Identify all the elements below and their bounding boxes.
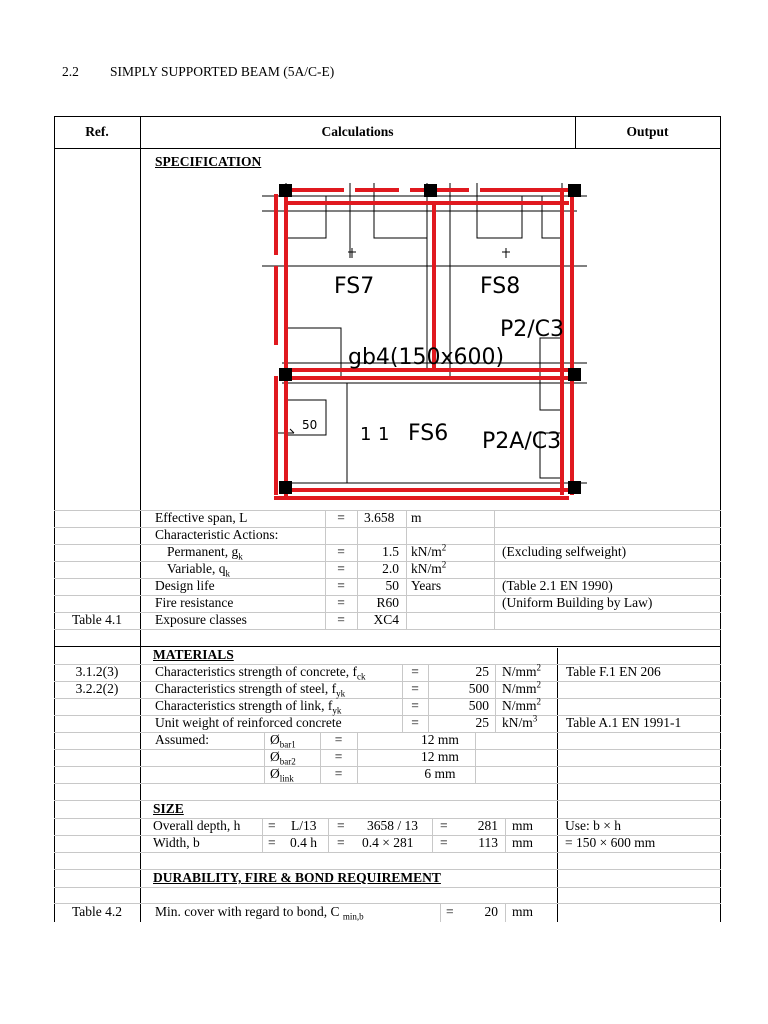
row-unit: $kN/m^2$ — [411, 542, 447, 559]
row-ref: Table 4.1 — [71, 612, 123, 627]
row-label: Permanent, $g_k$ — [167, 544, 243, 562]
row-value: 20 — [484, 904, 498, 919]
size-grid-line — [54, 852, 721, 853]
assumed-label: Assumed: — [155, 732, 209, 747]
row-label: Design life — [155, 578, 215, 593]
mat-grid-col — [264, 732, 265, 783]
row-unit: $kN/m^2$ — [411, 559, 447, 576]
row-eq: = — [446, 904, 454, 919]
row-eq: = — [411, 715, 419, 730]
table-top-border — [54, 116, 721, 117]
row-label: Fire resistance — [155, 595, 234, 610]
header-ref: Ref. — [85, 124, 109, 139]
row-note: (Table 2.1 EN 1990) — [502, 578, 613, 593]
section-number: 2.2 — [62, 64, 79, 79]
mat-grid-col — [357, 732, 358, 783]
spec-row-char-actions: Characteristic Actions: — [155, 527, 279, 542]
section-title: SIMPLY SUPPORTED BEAM (5A/C-E) — [110, 64, 335, 79]
row-unit: mm — [512, 835, 534, 850]
row-label: Characteristics strength of link, $f_{yk}$ — [155, 698, 342, 716]
bar-eq: = — [334, 766, 343, 781]
row-eq: = — [337, 561, 345, 576]
section-heading — [62, 64, 334, 80]
specification-heading: SPECIFICATION — [155, 154, 262, 169]
row-unit: $N/mm^2$ — [502, 696, 542, 713]
spec-grid-col — [406, 510, 407, 629]
label-p2ac3: P2A/C3 — [482, 429, 562, 454]
row-value: 50 — [385, 578, 399, 593]
row-value: 500 — [468, 681, 489, 696]
label-gb4: gb4(150x600) — [348, 345, 505, 370]
size-grid-col — [505, 818, 506, 852]
materials-heading: MATERIALS — [153, 647, 234, 662]
row-label: Variable, $q_k$ — [167, 561, 230, 579]
bar-value: 12 mm — [421, 732, 459, 747]
mat-grid-line — [54, 783, 721, 784]
mat-grid-line — [54, 766, 721, 767]
header-calculations: Calculations — [321, 124, 394, 139]
row-value: R60 — [376, 595, 399, 610]
size-heading: SIZE — [153, 801, 184, 816]
table-right-border — [720, 116, 721, 922]
table-header-border — [54, 148, 721, 149]
row-eq: = — [411, 681, 419, 696]
dur-grid-line — [54, 887, 721, 888]
bar-symbol: $Ø_{link}$ — [270, 766, 294, 784]
bar-value: 12 mm — [421, 749, 459, 764]
table-output-divider — [557, 648, 558, 922]
row-eq: = — [411, 664, 419, 679]
bar-symbol: $Ø_{bar2}$ — [270, 749, 296, 767]
row-eq: = — [440, 835, 448, 850]
mat-grid-col — [475, 732, 476, 783]
bar-eq: = — [334, 732, 343, 747]
row-ref: 3.2.2(2) — [75, 681, 119, 696]
label-fs7: FS7 — [334, 274, 375, 299]
row-eq: = — [337, 818, 345, 833]
row-ref: Table 4.2 — [71, 904, 123, 919]
floor-plan-drawing — [262, 178, 592, 503]
row-label: Min. cover with regard to bond, C $_{min,b}$ — [155, 904, 364, 922]
header-output: Output — [626, 124, 669, 139]
row-label: Effective span, L — [155, 510, 248, 525]
row-eq: = — [411, 698, 419, 713]
row-label: Characteristics strength of steel, $f_{yk}$ — [155, 681, 346, 699]
row-label: Exposure classes — [155, 612, 247, 627]
row-unit: $N/mm^2$ — [502, 679, 542, 696]
row-expr: L/13 — [291, 818, 317, 833]
row-eq: = — [268, 835, 276, 850]
row-label: Unit weight of reinforced concrete — [155, 715, 342, 730]
row-calc: 3658 / 13 — [367, 818, 419, 833]
row-note: (Excluding selfweight) — [502, 544, 627, 559]
label-one-b: 1 — [378, 424, 390, 445]
row-value: 281 — [477, 818, 498, 833]
row-output: Table F.1 EN 206 — [566, 664, 661, 679]
spec-grid-line — [54, 629, 721, 630]
row-eq: = — [337, 578, 345, 593]
spec-grid-col — [494, 510, 495, 629]
row-eq: = — [337, 835, 345, 850]
size-grid-col — [328, 818, 329, 852]
row-value: 25 — [475, 664, 489, 679]
row-label: Characteristics strength of concrete, $f_{ck}$ — [155, 664, 366, 682]
row-value: 500 — [468, 698, 489, 713]
durability-heading: DURABILITY, FIRE & BOND REQUIREMENT — [153, 870, 441, 885]
row-eq: = — [337, 544, 345, 559]
row-value: 25 — [475, 715, 489, 730]
row-calc: 0.4 × 281 — [362, 835, 414, 850]
row-unit: $kN/m^3$ — [502, 713, 538, 730]
row-label: Overall depth, h — [153, 818, 241, 833]
bar-eq: = — [334, 749, 343, 764]
row-value: 113 — [478, 835, 498, 850]
row-unit: mm — [512, 818, 534, 833]
row-value: 3.658 — [364, 510, 395, 525]
label-fs6: FS6 — [408, 421, 449, 446]
bar-symbol: $Ø_{bar1}$ — [270, 732, 296, 750]
size-grid-col — [262, 818, 263, 852]
row-value: XC4 — [373, 612, 399, 627]
row-eq: = — [337, 612, 345, 627]
row-eq: = — [337, 510, 345, 525]
row-eq: = — [440, 818, 448, 833]
row-value: 2.0 — [382, 561, 399, 576]
dur-grid-col — [505, 903, 506, 922]
row-output: = 150 × 600 mm — [565, 835, 656, 850]
label-one-a: 1 — [360, 424, 372, 445]
row-unit: m — [411, 510, 422, 525]
row-value: 1.5 — [382, 544, 399, 559]
label-fs8: FS8 — [480, 274, 521, 299]
row-eq: = — [268, 818, 276, 833]
row-output: Table A.1 EN 1991-1 — [566, 715, 682, 730]
label-p2c3: P2/C3 — [500, 317, 565, 342]
row-unit: Years — [411, 578, 442, 593]
bar-value: 6 mm — [424, 766, 456, 781]
mat-grid-col — [495, 664, 496, 732]
dur-grid-col — [440, 903, 441, 922]
row-unit: $N/mm^2$ — [502, 662, 542, 679]
row-label: Width, b — [153, 835, 200, 850]
row-output: Use: b × h — [565, 818, 621, 833]
table-left-border — [54, 116, 55, 922]
mat-grid-line — [54, 749, 721, 750]
row-note: (Uniform Building by Law) — [502, 595, 653, 610]
label-dim-50: 50 — [302, 418, 318, 432]
row-ref: 3.1.2(3) — [75, 664, 119, 679]
table-ref-divider — [140, 116, 141, 922]
row-unit: mm — [512, 904, 534, 919]
row-expr: 0.4 h — [290, 835, 317, 850]
row-eq: = — [337, 595, 345, 610]
size-grid-col — [432, 818, 433, 852]
